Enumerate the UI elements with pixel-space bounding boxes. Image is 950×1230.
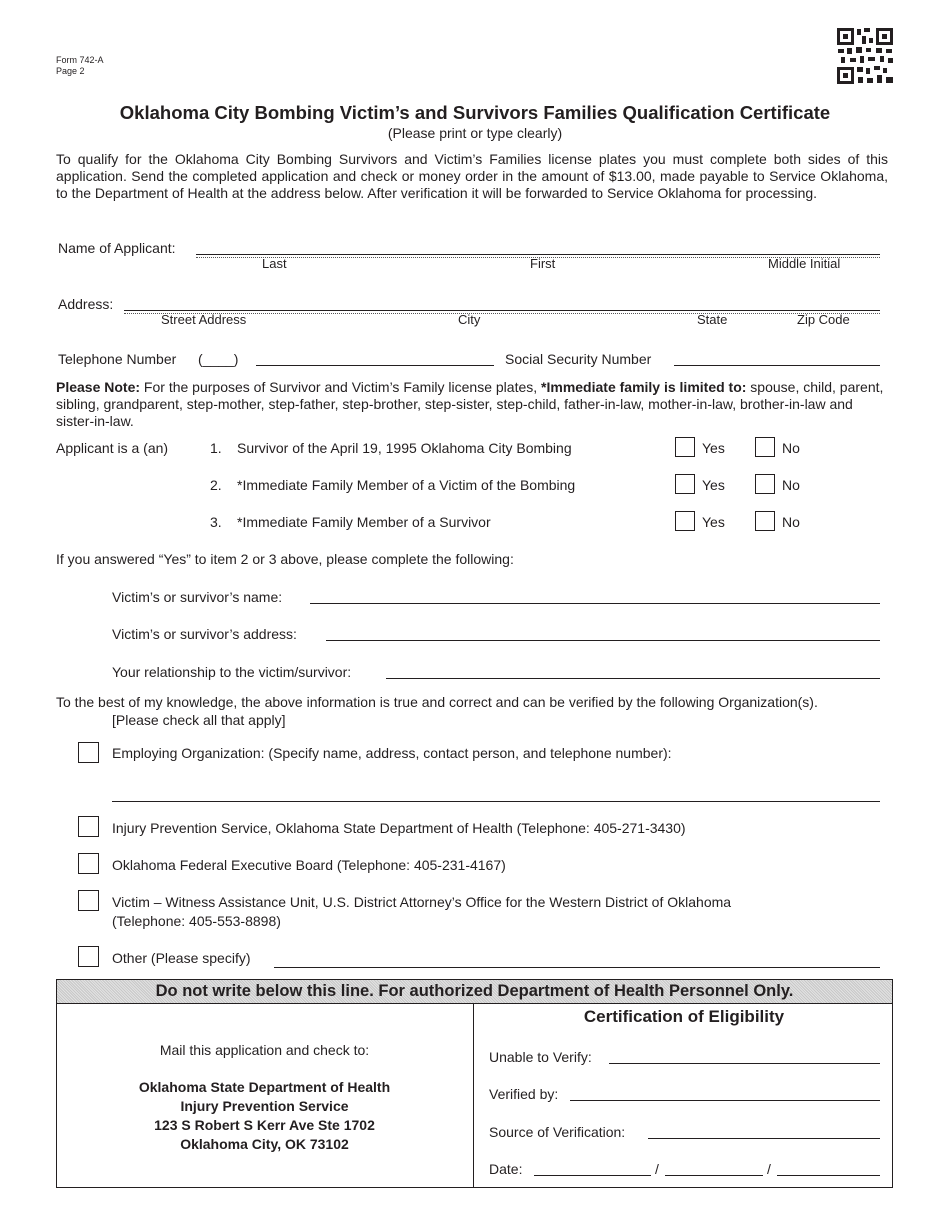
victim-witness-label: Victim – Witness Assistance Unit, U.S. District Attorney’s Office for the Western District of Oklahoma	[112, 894, 732, 910]
victim-name-field[interactable]	[310, 603, 880, 604]
federal-board-label: Oklahoma Federal Executive Board (Telephone: 405-231-4167)	[112, 857, 506, 873]
source-label: Source of Verification:	[489, 1124, 626, 1140]
applicant-type-text-1: Survivor of the April 19, 1995 Oklahoma City Bombing	[237, 440, 572, 456]
survivor-family-no-checkbox[interactable]	[755, 511, 775, 531]
applicant-name-label: Name of Applicant:	[58, 240, 176, 256]
telephone-area-code[interactable]: (____)	[198, 351, 239, 367]
address-label: Address:	[58, 296, 114, 312]
federal-board-checkbox[interactable]	[78, 853, 99, 874]
intro-paragraph: To qualify for the Oklahoma City Bombing Survivors and Victim’s Families license plates you must complete both sides of this application. Send the completed application and check or money order in the amount of $13.00, made payable to Service Oklahoma, to the Department of Health at the address below. After verification it will be forwarded to Service Oklahoma for processing.	[56, 151, 888, 201]
form-number: Form 742-A	[56, 55, 104, 65]
no-label: No	[782, 477, 800, 493]
city-caption: City	[458, 312, 481, 327]
verified-by-field[interactable]	[570, 1100, 880, 1101]
applicant-type-label: Applicant is a (an)	[56, 440, 169, 456]
office-use-banner: Do not write below this line. For authorized Department of Health Personnel Only.	[57, 980, 892, 1004]
employing-org-label: Employing Organization: (Specify name, address, contact person, and telephone number):	[112, 745, 672, 761]
office-divider	[473, 1004, 474, 1188]
mail-address-line-4: Oklahoma City, OK 73102	[180, 1136, 349, 1152]
victim-family-no-checkbox[interactable]	[755, 474, 775, 494]
victim-name-label: Victim’s or survivor’s name:	[112, 589, 283, 605]
employing-org-field[interactable]	[112, 801, 880, 802]
certification-title: Certification of Eligibility	[583, 1007, 785, 1026]
yes-label: Yes	[702, 440, 725, 456]
survivor-no-checkbox[interactable]	[755, 437, 775, 457]
qr-code-icon	[836, 27, 894, 85]
applicant-type-text-2: *Immediate Family Member of a Victim of the Bombing	[237, 477, 576, 493]
relationship-field[interactable]	[386, 678, 880, 679]
mail-address-line-1: Oklahoma State Department of Health	[138, 1079, 391, 1095]
date-year-field[interactable]	[777, 1175, 880, 1176]
verification-intro: To the best of my knowledge, the above information is true and correct and can be verified by the following Organization(s).	[56, 694, 818, 710]
page-title: Oklahoma City Bombing Victim’s and Survivors Families Qualification Certificate	[119, 102, 831, 123]
note-text-1: For the purposes of Survivor and Victim’s Family license plates,	[140, 379, 542, 395]
applicant-type-number-2: 2.	[210, 477, 222, 493]
unable-to-verify-label: Unable to Verify:	[489, 1049, 592, 1065]
note-bold: *Immediate family is limited to:	[541, 379, 747, 395]
date-day-field[interactable]	[665, 1175, 763, 1176]
middle-initial-caption: Middle Initial	[768, 256, 841, 271]
injury-prevention-label: Injury Prevention Service, Oklahoma State Department of Health (Telephone: 405-271-3430)	[112, 820, 686, 836]
ssn-label: Social Security Number	[505, 351, 652, 367]
relationship-label: Your relationship to the victim/survivor:	[112, 664, 352, 680]
mail-address-line-3: 123 S Robert S Kerr Ave Ste 1702	[154, 1117, 375, 1133]
other-org-label: Other (Please specify)	[112, 950, 251, 966]
applicant-name-field[interactable]	[196, 254, 880, 255]
date-slash-2: /	[767, 1161, 771, 1177]
note-text-2: spouse, child, parent, sibling, grandparent, step-mother, step-father, step-brother, step-sister, step-child, father-in-law, mother-in-law, brother-in-law and sister-in-law.	[56, 379, 884, 429]
mail-address-line-2: Injury Prevention Service	[180, 1098, 349, 1114]
applicant-type-text-3: *Immediate Family Member of a Survivor	[237, 514, 491, 530]
first-name-caption: First	[530, 256, 556, 271]
victim-witness-checkbox[interactable]	[78, 890, 99, 911]
date-month-field[interactable]	[534, 1175, 651, 1176]
applicant-type-number-1: 1.	[210, 440, 222, 456]
date-slash-1: /	[655, 1161, 659, 1177]
check-all-note: [Please check all that apply]	[112, 712, 286, 728]
other-org-field[interactable]	[274, 967, 880, 968]
applicant-type-number-3: 3.	[210, 514, 222, 530]
page-number: Page 2	[56, 66, 85, 76]
last-name-caption: Last	[262, 256, 287, 271]
other-org-checkbox[interactable]	[78, 946, 99, 967]
yes-label: Yes	[702, 514, 725, 530]
state-caption: State	[697, 312, 728, 327]
page-subtitle: (Please print or type clearly)	[387, 125, 563, 141]
verified-by-label: Verified by:	[489, 1086, 559, 1102]
zip-caption: Zip Code	[797, 312, 850, 327]
address-field[interactable]	[124, 310, 880, 311]
no-label: No	[782, 440, 800, 456]
yes-label: Yes	[702, 477, 725, 493]
victim-family-yes-checkbox[interactable]	[675, 474, 695, 494]
employing-org-checkbox[interactable]	[78, 742, 99, 763]
street-caption: Street Address	[161, 312, 247, 327]
telephone-field[interactable]	[256, 365, 494, 366]
injury-prevention-checkbox[interactable]	[78, 816, 99, 837]
ssn-field[interactable]	[674, 365, 880, 366]
survivor-family-yes-checkbox[interactable]	[675, 511, 695, 531]
victim-witness-phone: (Telephone: 405-553-8898)	[112, 913, 281, 929]
date-label: Date:	[489, 1161, 523, 1177]
no-label: No	[782, 514, 800, 530]
note-lead: Please Note:	[56, 379, 141, 395]
unable-to-verify-field[interactable]	[609, 1063, 880, 1064]
followup-intro: If you answered “Yes” to item 2 or 3 above, please complete the following:	[56, 551, 514, 567]
immediate-family-note	[56, 379, 888, 430]
victim-address-field[interactable]	[326, 640, 880, 641]
mail-instruction: Mail this application and check to:	[159, 1042, 370, 1058]
victim-address-label: Victim’s or survivor’s address:	[112, 626, 297, 642]
source-field[interactable]	[648, 1138, 880, 1139]
telephone-label: Telephone Number	[58, 351, 177, 367]
survivor-yes-checkbox[interactable]	[675, 437, 695, 457]
